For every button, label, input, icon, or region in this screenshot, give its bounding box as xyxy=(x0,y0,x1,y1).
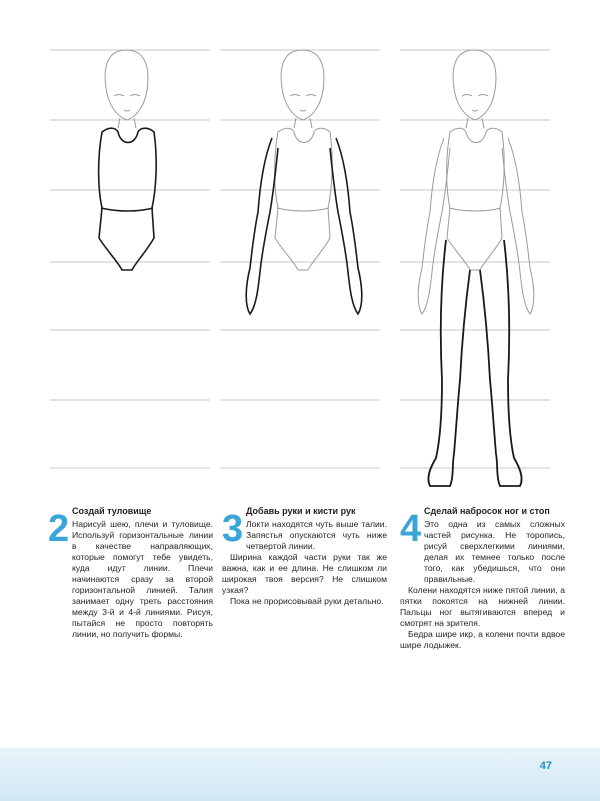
step-3-paragraph-1: Локти находятся чуть выше талии. Запястья опускаются чуть ниже четвертой линии. xyxy=(246,519,387,551)
step-number-2-numeral xyxy=(48,509,70,545)
svg-text:3: 3 xyxy=(222,509,244,545)
step-3-block xyxy=(222,505,387,607)
step-4-paragraph-3: Бедра шире икр, а колени почти вдвое шире лодыжек. xyxy=(400,629,565,650)
figure-arms xyxy=(220,0,380,500)
step-2-block xyxy=(48,505,213,640)
svg-text:2: 2 xyxy=(48,509,70,545)
page-number: 47 xyxy=(539,760,552,772)
step-3-paragraph-2: Ширина каждой части руки так же важна, как и ее длина. Не слишком ли широкая твоя версия? Не слишком узкая? xyxy=(222,552,387,595)
step-number-4-numeral xyxy=(400,509,422,545)
svg-text:4: 4 xyxy=(400,509,422,545)
step-4-paragraph-2: Колени находятся ниже пятой линии, а пятки покоятся на нижней линии. Пальцы ног вытягиваются вперед и смотрят на зрителя. xyxy=(400,585,565,628)
step-2-title: Создай туловище xyxy=(72,506,152,516)
footer-band xyxy=(0,748,600,801)
step-number-3-numeral xyxy=(222,509,244,545)
step-3-paragraph-3: Пока не прорисовывай руки детально. xyxy=(230,596,384,606)
figure-torso xyxy=(50,0,210,500)
step-3-title: Добавь руки и кисти рук xyxy=(246,506,356,516)
figure-legs xyxy=(400,0,550,500)
step-4-title: Сделай набросок ног и стоп xyxy=(424,506,550,516)
step-4-paragraph-1: Это одна из самых сложных частей рисунка. Не торопись, рисуй сверхлегкими линиями, делая их темнее только после того, как убедишься, что они правильные. xyxy=(424,519,565,584)
step-4-block xyxy=(400,505,565,651)
step-2-paragraph: Нарисуй шею, плечи и туловище. Используй горизонтальные линии в качестве направляющих, которые помогут тебе увидеть, куда идут линии. Плечи начинаются сразу за второй горизонтальной линией. Талия занимает одну треть расстояния между 3-й и 4-й линиями. Рисуя, пытайся не просто повторять линии, но получить формы. xyxy=(72,519,213,639)
